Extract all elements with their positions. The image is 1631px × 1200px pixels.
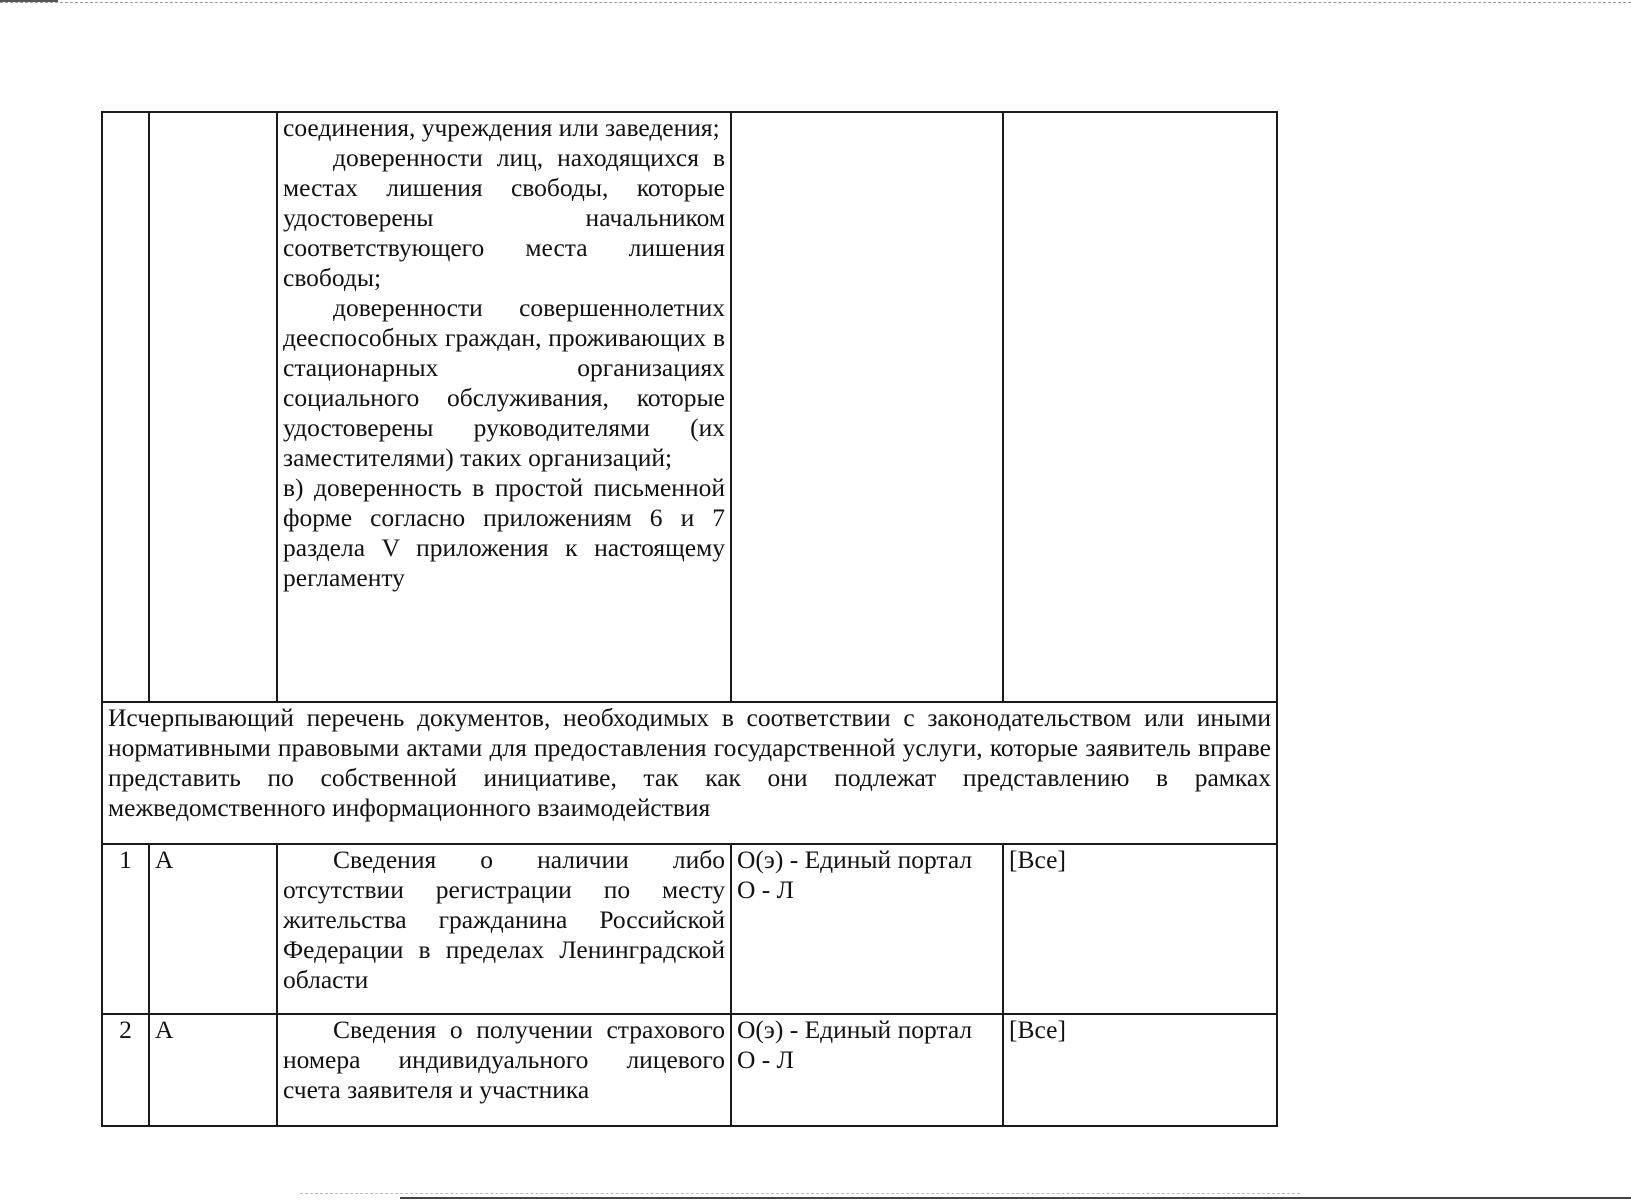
description-paragraph: в) доверенность в простой письменной форме согласно приложениям 6 и 7 раздела V приложения к настоящему регламенту <box>283 473 725 592</box>
scan-artifact-bottom <box>400 1197 1631 1199</box>
documents-table <box>101 111 1278 1127</box>
row-applicability: [Все] <box>1003 844 1277 1014</box>
channel-item: О(э) - Единый портал <box>737 845 973 874</box>
row-description-cell <box>277 1014 731 1126</box>
table-row <box>102 1014 1277 1126</box>
description-paragraph: доверенности лиц, находящихся в местах лишения свободы, которые удостоверены начальником соответствующего места лишения свободы; <box>283 143 725 292</box>
row-number: 2 <box>102 1014 149 1126</box>
cell-number-empty <box>102 112 149 702</box>
channel-item: О(э) - Единый портал <box>737 1015 973 1044</box>
row-description-cell <box>277 844 731 1014</box>
row-applicability: [Все] <box>1003 1014 1277 1126</box>
row-channels <box>731 1014 1003 1126</box>
channel-item: О - Л <box>737 875 794 904</box>
description-paragraph: доверенности совершеннолетних дееспособных граждан, проживающих в стационарных организациях социального обслуживания, которые удостоверены руководителями (их заместителями) таких организаций; <box>283 293 725 472</box>
row-channels <box>731 844 1003 1014</box>
row-number: 1 <box>102 844 149 1014</box>
table-row-continued <box>102 112 1277 702</box>
cell-applicability-empty <box>1003 112 1277 702</box>
scan-artifact-bottom-dash <box>300 1193 1300 1194</box>
scan-artifact-top <box>0 2 1631 3</box>
table-row <box>102 844 1277 1014</box>
row-description: Сведения о наличии либо отсутствии регистрации по месту жительства гражданина Российской Федерации в пределах Ленинградской области <box>283 845 725 994</box>
description-paragraph: соединения, учреждения или заведения; <box>283 113 720 142</box>
row-code: А <box>149 1014 277 1126</box>
cell-description-continued <box>277 112 731 702</box>
section-header-text: Исчерпывающий перечень документов, необходимых в соответствии с законодательством или иными нормативными правовыми актами для предоставления государственной услуги, которые заявитель вправе представить по собственной инициативе, так как они подлежат представлению в рамках межведомственного информационного взаимодействия <box>102 702 1277 844</box>
section-header-row <box>102 702 1277 844</box>
channel-item: О - Л <box>737 1045 794 1074</box>
cell-code-empty <box>149 112 277 702</box>
cell-channels-empty <box>731 112 1003 702</box>
row-description: Сведения о получении страхового номера индивидуального лицевого счета заявителя и участника <box>283 1015 725 1104</box>
row-code: А <box>149 844 277 1014</box>
